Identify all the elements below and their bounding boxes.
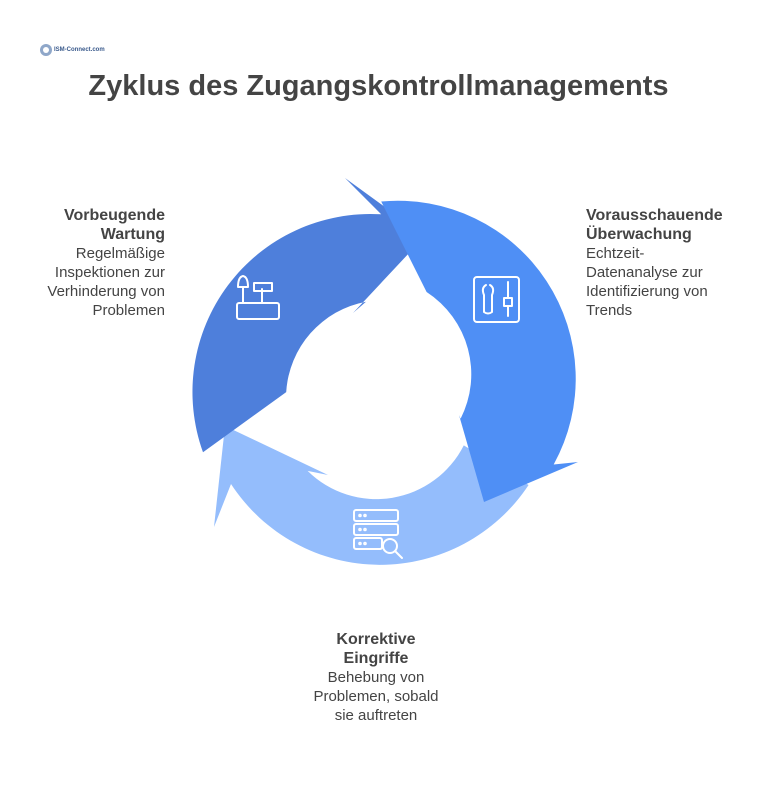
stage-vorausschauende-description-line: Trends [586,302,633,319]
stage-vorbeugende-description-line: Problemen [92,302,165,319]
stage-vorausschauende-description-line: Datenanalyse zur [586,264,703,281]
stage-vorbeugende-description-line: Verhinderung von [47,283,165,300]
stage-vorausschauende-heading [586,206,756,244]
stage-vorbeugende-description [0,244,165,320]
stage-vorbeugende-label [0,206,165,320]
stage-korrektive-description-line: sie auftreten [334,707,418,724]
stage-vorbeugende-heading-line: Vorbeugende [63,207,165,224]
stage-vorausschauende-description-line: Identifizierung von [586,283,708,300]
stage-korrektive-heading [276,630,476,668]
stage-vorbeugende-heading [0,206,165,244]
page-title: Zyklus des Zugangskontrollmanagements [88,70,669,102]
stage-vorausschauende-heading-line: Vorausschauende [586,207,723,224]
stage-vorbeugende-description-line: Regelmäßige [75,245,165,262]
stage-vorausschauende-label [586,206,756,320]
stage-korrektive-heading-line: Korrektive [336,631,416,648]
stage-korrektive-label [276,630,476,725]
stage-vorbeugende-heading-line: Wartung [100,226,165,243]
stage-vorausschauende-description-line: Echtzeit- [586,245,645,262]
stage-korrektive-heading-line: Eingriffe [343,650,409,667]
stage-vorausschauende-heading-line: Überwachung [586,226,692,243]
stage-korrektive-description-line: Behebung von [327,669,425,686]
stage-vorausschauende-description [586,244,756,320]
segment-vorausschauende [381,201,578,502]
stage-vorbeugende-description-line: Inspektionen zur [54,264,165,281]
stage-korrektive-description [276,668,476,725]
logo-text: ISM-Connect.com [54,47,105,53]
stage-korrektive-description-line: Problemen, sobald [313,688,439,705]
